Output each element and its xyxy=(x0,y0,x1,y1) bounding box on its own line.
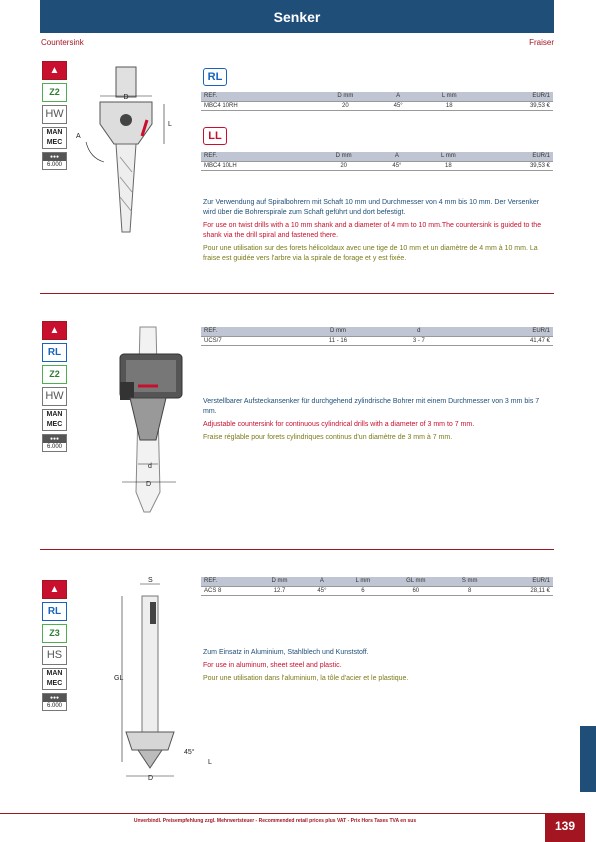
badge-speed: ●●● 6.000 xyxy=(42,434,67,452)
badge-man-mec: MAN MEC xyxy=(42,668,67,690)
description-section-3: Zum Einsatz in Aluminium, Stahlblech und Kunststoff. For use in aluminum, sheet steel and plastic. Pour une utilisation dans l'aluminium, la tôle d'acier et le plastique. xyxy=(203,649,409,682)
table-row: UCS/7 11 - 16 3 - 7 41,47 € xyxy=(201,336,553,345)
badge-hw: HW xyxy=(42,387,67,406)
badge-z2: Z2 xyxy=(42,365,67,384)
dim-label-d: D xyxy=(123,94,129,101)
section-divider xyxy=(40,293,554,294)
spec-table-rh: REF. D mm A L mm EUR/1 MBC4 10RH 20 45° 18 39,53 € xyxy=(201,92,553,111)
badge-man-mec: MAN MEC xyxy=(42,409,67,431)
badge-man-mec: MAN MEC xyxy=(42,127,67,149)
badges-section-3 xyxy=(42,580,68,714)
dim-label-d-acs: D xyxy=(148,775,154,782)
countersink-drawing-3 xyxy=(110,572,210,790)
badge-z2: Z2 xyxy=(42,83,67,102)
spec-table-lh: REF. D mm A L mm EUR/1 MBC4 10LH 20 45° 18 39,53 € xyxy=(201,152,553,171)
countersink-drawing-1 xyxy=(76,62,190,262)
tag-right-hand: RL xyxy=(203,68,227,86)
countersink-drawing-2 xyxy=(100,322,200,522)
dim-label-a: A xyxy=(76,133,81,140)
dim-label-l: L xyxy=(168,121,172,128)
tag-left-hand: LL xyxy=(203,127,227,145)
machine-icon: ▲ xyxy=(42,61,67,80)
badge-rl: RL xyxy=(42,602,67,621)
table-row: MBC4 10LH 20 45° 18 39,53 € xyxy=(201,161,553,170)
dim-label-gl: GL xyxy=(114,675,124,682)
subheader-french: Fraiser xyxy=(529,38,554,47)
footer-divider xyxy=(0,813,545,814)
badges-section-2 xyxy=(42,321,68,455)
table-row: ACS 8 12.7 45° 6 60 8 28,11 € xyxy=(201,586,553,595)
dim-label-l-acs: L xyxy=(208,759,212,766)
badge-z3: Z3 xyxy=(42,624,67,643)
machine-icon: ▲ xyxy=(42,580,67,599)
dim-label-angle: 45° xyxy=(184,749,195,756)
badge-rl: RL xyxy=(42,343,67,362)
side-tab xyxy=(580,726,596,792)
description-section-1: Zur Verwendung auf Spiralbohrern mit Schaft 10 mm und Durchmesser von 4 mm bis 10 mm. Der Versenker wird über die Bohrerspirale zum Schaft geführt und dort befestigt. For use on twist drills with a 10 mm shank and a diameter of 4 mm to 10 mm.The countersink is guided to the shank via the drill spiral and fastened there. Pour une utilisation sur des forets hélicoïdaux avec une tige de 10 mm et un diamètre de 4 mm à 10 mm. La fraise est guidée vers l'arbre via la spirale de forage et y est fixée. xyxy=(203,199,542,262)
badge-hw: HW xyxy=(42,105,67,124)
machine-icon: ▲ xyxy=(42,321,67,340)
page-header xyxy=(40,0,554,33)
footer-note: Unverbindl. Preisempfehlung zzgl. Mehrwertsteuer - Recommended retail prices plus VAT - Prix Hors Taxes TVA en sus xyxy=(133,818,417,824)
dim-label-s: S xyxy=(148,577,153,584)
subheader-english: Countersink xyxy=(41,38,84,47)
badge-speed: ●●● 6.000 xyxy=(42,693,67,711)
section-divider xyxy=(40,549,554,550)
badge-hs: HS xyxy=(42,646,67,665)
page-title: Senker xyxy=(273,9,321,25)
badge-speed: ●●● 6.000 xyxy=(42,152,67,170)
spec-table-acs: REF. D mm A L mm GL mm S mm EUR/1 ACS 8 12.7 45° 6 60 8 28,11 € xyxy=(201,577,553,596)
page-number: 139 xyxy=(545,813,585,842)
dim-label-d-small: d xyxy=(148,463,152,470)
badges-section-1 xyxy=(42,61,68,173)
spec-table-ucs: REF. D mm d EUR/1 UCS/7 11 - 16 3 - 7 41,47 € xyxy=(201,327,553,346)
table-row: MBC4 10RH 20 45° 18 39,53 € xyxy=(201,101,553,110)
dim-label-d-large: D xyxy=(146,481,152,488)
description-section-2: Verstellbarer Aufsteckansenker für durchgehend zylindrische Bohrer mit einem Durchmesser von 3 mm bis 7 mm. Adjustable countersink for continuous cylindrical drills with a diameter of 3 mm to 7 mm. Fraise réglable pour forets cylindriques continus d'un diamètre de 3 mm à 7 mm. xyxy=(203,398,540,441)
